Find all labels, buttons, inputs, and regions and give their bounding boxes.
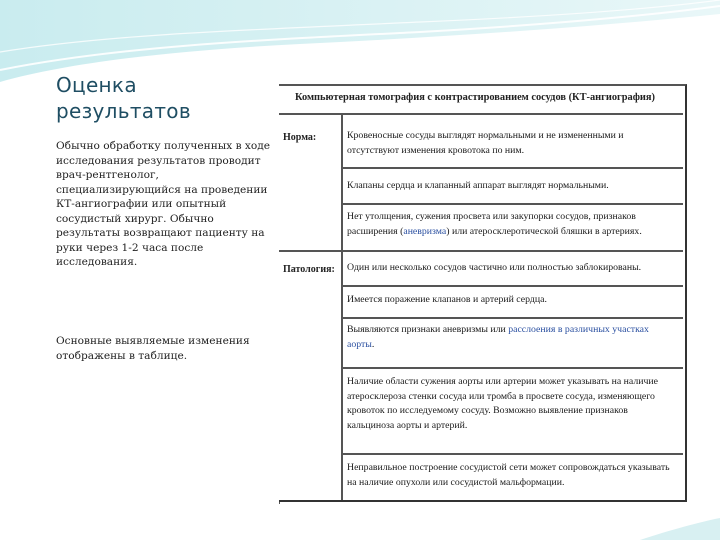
- aortic-dissection-link[interactable]: расслоения в различных участках аорты: [347, 324, 649, 350]
- pathology-row-1: Один или несколько сосудов частично или полностью заблокированы.: [347, 262, 642, 273]
- row-divider: [342, 367, 683, 369]
- row-divider: [342, 453, 683, 455]
- section-divider: [279, 250, 683, 252]
- aneurysm-link[interactable]: аневризма: [403, 225, 447, 237]
- norm-row-1: Кровеносные сосуды выглядят нормальными и не измененными и отсутствуют изменения кровотока по ним.: [347, 130, 624, 156]
- slide-title: Оценка результатов: [56, 73, 191, 123]
- table-title: Компьютерная томография с контрастированием сосудов (КТ-ангиография): [294, 92, 656, 103]
- row-divider: [342, 167, 683, 169]
- norm-row-3-text-a: Нет утолщения, сужения просвета или закупорки сосудов, признаков расширения (: [347, 211, 636, 237]
- pathology-row-5: Неправильное построение сосудистой сети может сопровождаться указывать на наличие опухоли или сосудистой мальформации.: [347, 462, 670, 488]
- norm-row-3-text-b: ) или атеросклеротической бляшки в артериях.: [446, 225, 642, 237]
- pathology-row-3-text-b: .: [371, 338, 375, 350]
- pathology-row-2: Имеется поражение клапанов и артерий сердца.: [347, 294, 547, 305]
- pathology-label: Патология:: [283, 264, 335, 275]
- pathology-row-4: Наличие области сужения аорты или артерии может указывать на наличие атеросклероза стенки сосуда или тромба в просвете сосуда, изменяющего кровоток по исследуемому сосуду. Возможно выявление признаков кальциноза аорты и артерий.: [347, 376, 658, 431]
- pathology-row-3: [347, 323, 673, 352]
- intro-paragraph: Обычно обработку полученных в ходе исследования результатов проводит врач-рентгенолог, специализирующийся на проведении КТ-ангиографии или опытный сосудистый хирург. Обычно результаты возвращают пациенту на руки через 1-2 часа после исследования.: [56, 140, 271, 268]
- norm-row-2: Клапаны сердца и клапанный аппарат выглядят нормальными.: [347, 180, 609, 191]
- norm-row-3: [347, 210, 673, 239]
- column-divider: [341, 114, 343, 500]
- ct-results-table: [279, 84, 687, 502]
- row-divider: [342, 285, 683, 287]
- row-divider: [342, 203, 683, 205]
- bottom-wave: [640, 518, 720, 540]
- top-wave-band: [0, 0, 720, 82]
- norm-label: Норма:: [283, 132, 317, 143]
- title-divider: [279, 113, 683, 115]
- pathology-row-3-text-a: Выявляются признаки аневризмы или: [347, 324, 509, 335]
- table-note: Основные выявляемые изменения отображены в таблице.: [56, 335, 250, 362]
- row-divider: [342, 317, 683, 319]
